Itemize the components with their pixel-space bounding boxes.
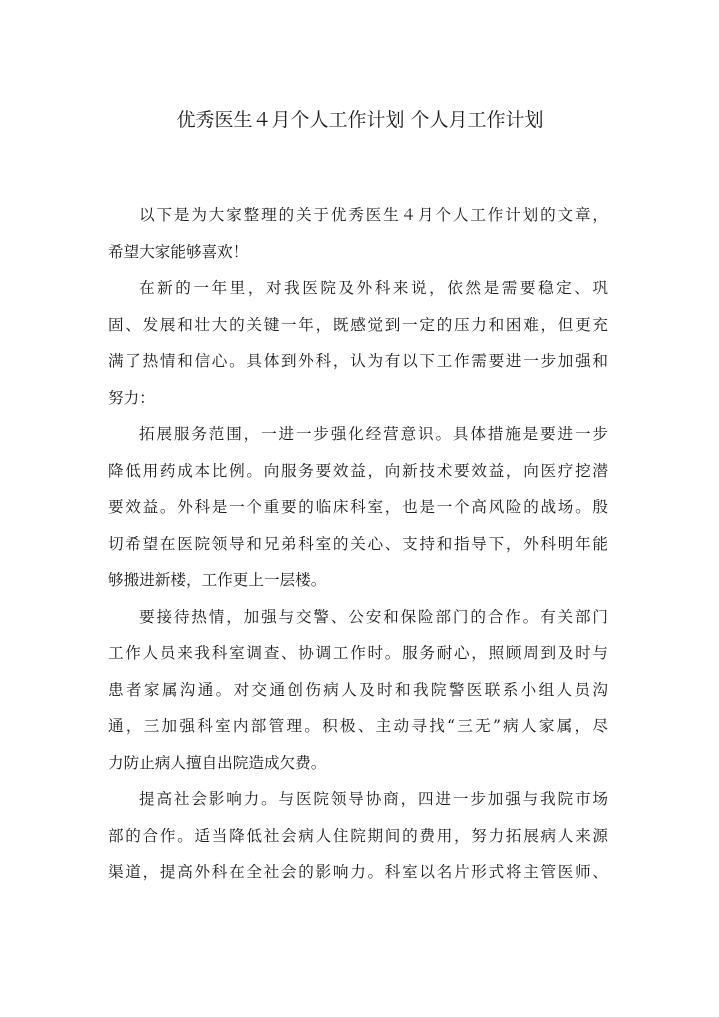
document-body [108,197,608,891]
text-line: 希望大家能够喜欢！ [108,242,249,261]
text-line: 努力： [108,388,155,407]
text-line: 力防止病人擅自出院造成欠费。 [108,753,327,772]
text-line: 提高社会影响力。与医院领导协商，四进一步加强与我院市场 [139,790,608,808]
text-line: 渠道，提高外科在全社会的影响力。科室以名片形式将主管医师、 [108,863,608,881]
paragraph-cooperation [108,599,608,782]
text-line: 要效益。外科是一个重要的临床科室，也是一个高风险的战场。殷 [108,498,608,516]
paragraph-service-scope [108,416,608,599]
text-line: 通，三加强科室内部管理。积极、主动寻找“三无”病人家属，尽 [108,717,608,735]
text-line: 在新的一年里，对我医院及外科来说，依然是需要稳定、巩 [139,279,608,297]
paragraph-overview [108,270,608,416]
text-line: 固、发展和壮大的关键一年，既感觉到一定的压力和困难，但更充 [108,315,608,334]
paragraph-intro [108,197,608,270]
text-line: 工作人员来我科室调查、协调工作时。服务耐心，照顾周到及时与 [108,644,608,662]
paragraph-social-influence [108,781,608,891]
text-line: 部的合作。适当降低社会病人住院期间的费用，努力拓展病人来源 [108,826,608,845]
text-line: 拓展服务范围，一进一步强化经营意识。具体措施是要进一步 [139,425,608,443]
text-line: 满了热情和信心。具体到外科，认为有以下工作需要进一步加强和 [108,352,608,370]
text-line: 切希望在医院领导和兄弟科室的关心、支持和指导下，外科明年能 [108,534,608,553]
text-line: 降低用药成本比例。向服务要效益，向新技术要效益，向医疗挖潜 [108,461,608,480]
document-title: 优秀医生４月个人工作计划 个人月工作计划 [176,109,544,131]
text-line: 要接待热情，加强与交警、公安和保险部门的合作。有关部门 [139,607,608,626]
text-line: 患者家属沟通。对交通创伤病人及时和我院警医联系小组人员沟 [108,680,608,699]
text-line: 够搬进新楼，工作更上一层楼。 [108,571,327,589]
text-line: 以下是为大家整理的关于优秀医生４月个人工作计划的文章， [139,206,608,224]
